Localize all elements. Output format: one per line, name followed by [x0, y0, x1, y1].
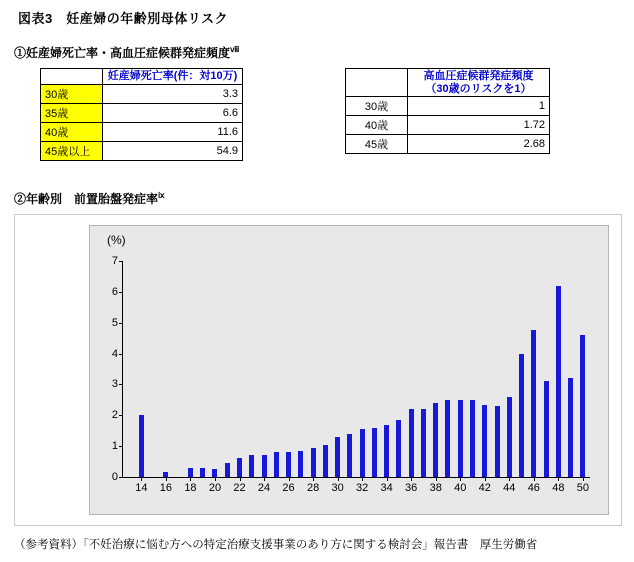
- chart-bar: [421, 409, 426, 477]
- chart-bar: [556, 286, 561, 477]
- chart-bar: [323, 445, 328, 477]
- chart-bar: [188, 468, 193, 477]
- table1-row-value-1: 6.6: [103, 103, 243, 122]
- chart-x-tick-mark: [166, 477, 167, 481]
- page-title: 図表3 妊産婦の年齢別母体リスク: [18, 11, 228, 26]
- chart-y-tick-label: 6: [111, 285, 118, 298]
- table2-row-label-0: 30歳: [346, 97, 408, 116]
- table1-row-label-3: 45歳以上: [41, 141, 103, 160]
- chart-bar: [409, 409, 414, 477]
- table-row: [41, 84, 243, 103]
- section-two-text: ②年齢別 前置胎盤発症率: [14, 192, 159, 206]
- table2-row-value-1: 1.72: [408, 116, 550, 135]
- chart-bar: [445, 400, 450, 477]
- chart-x-tick-label: 22: [233, 482, 246, 494]
- hypertension-risk-table: [345, 68, 550, 154]
- chart-bar: [372, 428, 377, 477]
- chart-x-tick-mark: [190, 477, 191, 481]
- chart-y-tick-mark: [119, 446, 123, 447]
- chart-bar: [311, 448, 316, 477]
- table-row: [41, 103, 243, 122]
- chart-plot-area: [111, 255, 589, 494]
- chart-bar: [262, 455, 267, 477]
- table-row: [41, 69, 243, 85]
- chart-x-tick-mark: [240, 477, 241, 481]
- chart-y-tick-mark: [119, 323, 123, 324]
- table-row: [346, 135, 550, 154]
- chart-x-tick-mark: [215, 477, 216, 481]
- table2-row-value-2: 2.68: [408, 135, 550, 154]
- chart-bar: [384, 425, 389, 477]
- chart-x-axis: [122, 477, 590, 478]
- chart-x-tick-label: 20: [208, 482, 222, 494]
- chart-x-tick-mark: [387, 477, 388, 481]
- maternal-mortality-table: [40, 68, 243, 161]
- table-row: [41, 141, 243, 160]
- chart-bar: [544, 381, 549, 477]
- chart-bar: [470, 400, 475, 477]
- chart-y-tick-label: 3: [111, 378, 118, 391]
- chart-x-tick-mark: [338, 477, 339, 481]
- chart-bar: [249, 455, 254, 477]
- table1-header: 妊産婦死亡率(件：対10万): [103, 69, 243, 85]
- chart-x-tick-mark: [289, 477, 290, 481]
- chart-y-tick-mark: [119, 477, 123, 478]
- chart-x-tick-mark: [534, 477, 535, 481]
- chart-x-tick-mark: [141, 477, 142, 481]
- chart-x-tick-label: 40: [454, 482, 467, 494]
- chart-bar: [433, 403, 438, 477]
- table2-header: [408, 69, 550, 97]
- chart-x-tick-mark: [509, 477, 510, 481]
- table1-row-label-1: 35歳: [41, 103, 103, 122]
- chart-x-tick-label: 30: [331, 482, 344, 494]
- chart-y-tick-label: 7: [111, 255, 118, 267]
- chart-x-tick-mark: [264, 477, 265, 481]
- table2-header-line1: 高血圧症候群発症頻度: [423, 70, 534, 82]
- chart-x-tick-mark: [558, 477, 559, 481]
- table1-row-value-2: 11.6: [103, 122, 243, 141]
- table2-corner-cell: [346, 69, 408, 97]
- table-row: [346, 69, 550, 97]
- chart-y-tick-label: 4: [111, 347, 118, 360]
- chart-x-tick-label: 32: [356, 482, 369, 494]
- chart-x-tick-mark: [362, 477, 363, 481]
- chart-bar: [237, 458, 242, 477]
- chart-y-tick-label: 1: [111, 440, 118, 453]
- chart-bar: [200, 468, 205, 477]
- chart-x-tick-label: 42: [478, 482, 491, 494]
- table2-row-value-0: 1: [408, 97, 550, 116]
- table2-row-label-2: 45歳: [346, 135, 408, 154]
- chart-x-tick-mark: [583, 477, 584, 481]
- chart-bar: [298, 451, 303, 477]
- section-one-text: ①妊産婦死亡率・高血圧症候群発症頻度: [14, 46, 231, 60]
- chart-footnote: （参考資料）「不妊治療に悩む方への特定治療支援事業のあり方に関する検討会」報告書 厚生労働省: [14, 539, 538, 551]
- chart-x-tick-mark: [485, 477, 486, 481]
- chart-bar: [531, 330, 536, 477]
- chart-x-tick-mark: [436, 477, 437, 481]
- chart-y-tick-mark: [119, 415, 123, 416]
- chart-y-tick-label: 5: [111, 316, 118, 329]
- chart-x-tick-label: 44: [503, 482, 516, 494]
- placenta-previa-chart: [14, 214, 622, 526]
- chart-bar: [519, 354, 524, 477]
- chart-x-tick-label: 36: [405, 482, 418, 494]
- chart-bar: [482, 405, 487, 478]
- table1-corner-cell: [41, 69, 103, 85]
- chart-bar: [139, 415, 144, 477]
- table-row: [346, 116, 550, 135]
- chart-x-tick-label: 24: [257, 482, 271, 494]
- chart-x-tick-label: 26: [282, 482, 295, 494]
- table-row: [41, 122, 243, 141]
- chart-bar: [507, 397, 512, 477]
- table1-row-label-2: 40歳: [41, 122, 103, 141]
- table1-row-value-3: 54.9: [103, 141, 243, 160]
- chart-x-tick-label: 38: [429, 482, 442, 494]
- section-one-superscript: ⅷ: [230, 45, 240, 54]
- chart-x-tick-label: 48: [552, 482, 565, 494]
- chart-x-tick-label: 34: [380, 482, 393, 494]
- chart-x-tick-label: 28: [306, 482, 320, 494]
- chart-y-tick-mark: [119, 354, 123, 355]
- section-two-superscript: ⅸ: [158, 191, 165, 200]
- chart-bar: [580, 335, 585, 477]
- chart-y-tick-label: 2: [111, 409, 118, 422]
- table2-header-line2: （30歳のリスクを1）: [425, 82, 532, 95]
- chart-x-tick-label: 46: [527, 482, 540, 494]
- table-row: [346, 97, 550, 116]
- chart-bar: [396, 420, 401, 477]
- chart-bar: [335, 437, 340, 477]
- table2-row-label-1: 40歳: [346, 116, 408, 135]
- chart-bar: [458, 400, 463, 477]
- chart-y-tick-mark: [119, 292, 123, 293]
- chart-x-tick-label: 14: [135, 482, 148, 494]
- chart-bar: [212, 469, 217, 477]
- chart-x-tick-label: 50: [576, 482, 589, 494]
- section-label-one: [14, 44, 239, 61]
- chart-x-tick-mark: [411, 477, 412, 481]
- chart-bar: [568, 378, 573, 477]
- chart-x-tick-label: 18: [184, 482, 197, 494]
- chart-bar: [360, 429, 365, 477]
- chart-x-tick-mark: [313, 477, 314, 481]
- chart-y-tick-mark: [119, 384, 123, 385]
- chart-x-tick-label: 16: [159, 482, 173, 494]
- table1-row-label-0: 30歳: [41, 84, 103, 103]
- chart-bar: [347, 434, 352, 477]
- chart-x-tick-mark: [460, 477, 461, 481]
- chart-y-tick-mark: [119, 261, 123, 262]
- chart-bar: [286, 452, 291, 477]
- section-label-two: [14, 190, 165, 207]
- chart-bar: [495, 406, 500, 477]
- chart-y-tick-label: 0: [111, 471, 118, 483]
- chart-unit-label: (%): [107, 233, 126, 247]
- chart-bar: [225, 463, 230, 477]
- chart-bar: [274, 452, 279, 477]
- table1-row-value-0: 3.3: [103, 84, 243, 103]
